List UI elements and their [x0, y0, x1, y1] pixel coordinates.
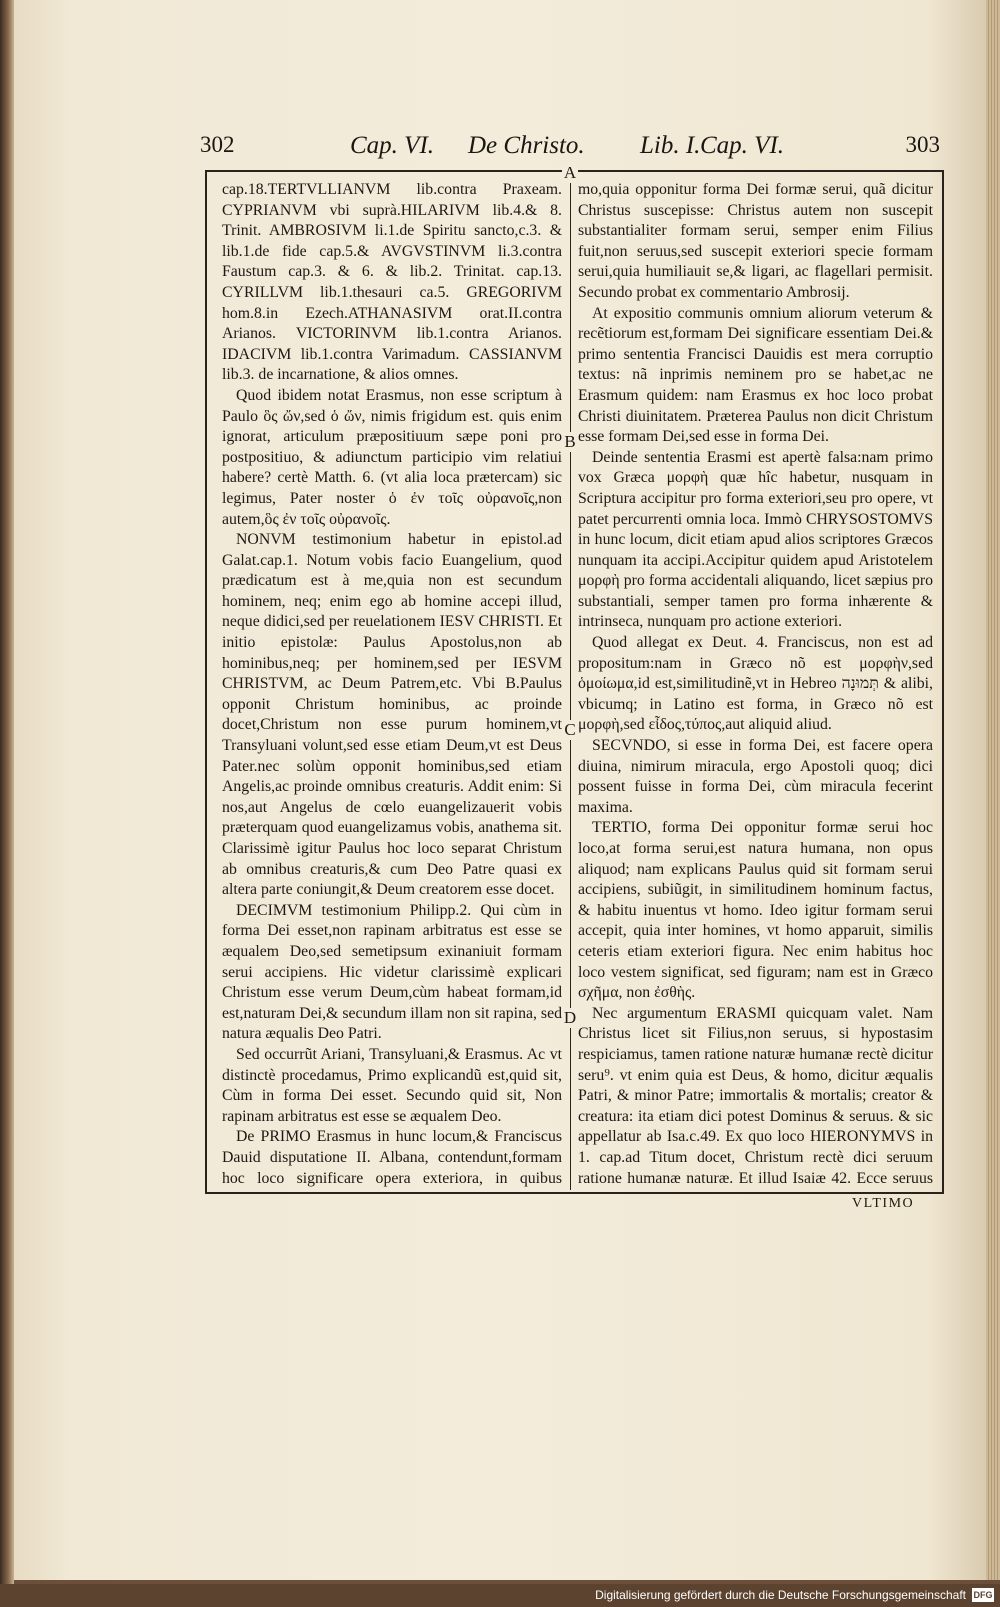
paragraph: Sed occurrũt Ariani, Transyluani,& Erasmus. Ac vt distinctè procedamus, Primo explicandũ est,quid sit, Cùm in forma Dei esset. Secundo quid sit, Non rapinam arbitratus est esse se æqualem Deo.: [222, 1045, 562, 1125]
paragraph: Quod ibidem notat Erasmus, non esse scriptum à Paulo ὃς ὤν,sed ὁ ὤν, nimis frigidum est. quis enim ignorat, articulum præpositiuum sæpe poni pro postpositiuo, & adiunctum participio vim relatiui habere? certè Matth. 6. (vt alia loca prætercam) sic legimus, Pater noster ὁ ἐν τοῖς οὐρανοῖς,non autem,ὃς ἐν τοῖς οὐρανοῖς.: [222, 386, 562, 528]
margin-letter-a: A: [563, 163, 577, 182]
page-edges: [986, 0, 1000, 1580]
running-head-title: De Christo.: [468, 132, 585, 159]
funding-credit: Digitalisierung gefördert durch die Deutsche Forschungsgemeinschaft: [595, 1588, 966, 1602]
margin-letter-d: D: [563, 1008, 577, 1027]
column-divider: [570, 170, 571, 1190]
paragraph: DECIMVM testimonium Philipp.2. Qui cùm in forma Dei esset,non rapinam arbitratus est esse se æqualem Deo,sed semetipsum exinaniuit formam serui accipiens. Hic videtur clarissimè explicari Christum esse verum Deum,cùm habeat formam,id est,naturam Dei,& secundum illam non sit rapina, sed natura æqualis Deo Patri.: [222, 901, 562, 1043]
left-column: [222, 180, 562, 1190]
paragraph: De PRIMO Erasmus in hunc locum,& Franciscus Dauid disputatione II. Albana, contendunt,formam hoc loco significare opera exteriora, in quibus: [222, 1128, 562, 1187]
footer-bar: [0, 1584, 1000, 1607]
paragraph: Deinde sententia Erasmi est apertè falsa:nam primo vox Græca μορφὴ quæ hîc habetur, nusquam in Scriptura accipitur pro forma exteriori,seu pro opere, vt patet percurrenti omnia loca. Immò CHRYSOSTOMVS in hunc locum, dicit etiam apud alios scriptores Græcos nunquam ita accipi.Accipitur quidem apud Aristotelem μορφὴ pro forma accidentali aliquando, licet sæpius pro substantiali, semper tamen pro forma inhærente & intrinseca, nunquam pro actione exteriori.: [578, 448, 933, 631]
paragraph: Nec argumentum ERASMI quicquam valet. Nam Christus licet sit Filius,non seruus, si hypostasim respiciamus, tamen ratione naturæ humanæ rectè dicitur seru⁹. vt enim quia est Deus, & homo, dicitur æqualis Patri, & minor Patre; immortalis & mortalis; creator & creatura: ita etiam dici potest Dominus & seruus. & sic appellatur ab Isa.c.49. Ex quo loco HIERONYMVS in 1. cap.ad Titum docet, Christum rectè dici seruum ratione humanæ naturæ. Et illud Isaiæ 42. Ecce seruus: [578, 1004, 933, 1187]
page-number-left: 302: [200, 132, 235, 157]
running-head-chapter-right: Cap. VI.: [700, 132, 785, 159]
right-column: [578, 180, 933, 1190]
running-header: [200, 132, 940, 166]
dfg-logo-icon: DFG: [973, 1590, 993, 1600]
running-head-chapter: Cap. VI.: [350, 132, 435, 159]
book-spine: [0, 0, 14, 1607]
paragraph: TERTIO, forma Dei opponitur formæ serui hoc loco,at forma serui,est natura humana, non opus aliquod; nam explicans Paulus quid sit formam serui accipiens, subiũgit, in similitudinem hominum factus, & habitu inuentus vt homo. Ideo igitur formam serui accepit, quia inter homines, vt homo apparuit, similis ceteris etiam exteriori figura. Nec enim habitus hoc loco vestem significat, sed figuram; nam est in Græco σχῆμα, non ἐσθὴς.: [578, 819, 933, 1002]
margin-letter-c: C: [562, 720, 578, 740]
paragraph: Quod allegat ex Deut. 4. Franciscus, non est ad propositum:nam in Græco nõ est μορφὴν,sed ὁμοίωμα,id est,similitudinẽ,vt in Hebreo תְּמוּנָה & alibi, vbicumq; in Latino est forma, in Græco nõ est μορφὴ,sed εἶδος,τύπος,aut aliquid aliud.: [578, 634, 933, 734]
paragraph: At expositio communis omnium aliorum veterum & recẽtiorum est,formam Dei significare essentiam Dei.& primo sententia Francisci Dauidis est mera corruptio textus: nã inprimis neminem pro se habet,ac ne Erasmum quidem: nam Erasmus ex hoc loco probat Christi diuinitatem. Præterea Paulus non dicit Christum esse formam Dei,sed esse in forma Dei.: [578, 304, 933, 446]
margin-letter-b: B: [562, 432, 578, 452]
paragraph: NONVM testimonium habetur in epistol.ad Galat.cap.1. Notum vobis facio Euangelium, quod prædicatum est à me,quia non est secundum hominem, neq; enim ego ab homine accepi illud, neque didici,sed per reuelationem IESV CHRISTI. Et initio epistolæ: Paulus Apostolus,non ab hominibus,neq; per hominem,sed per IESVM CHRISTVM, ac Deum Patrem,etc. Vbi B.Paulus opponit Christum hominibus, ac proinde docet,Christum non esse purum hominem,vt Transyluani volunt,sed esse etiam Deum,vt est Deus Pater.nec solùm opponit hominibus,sed etiam Angelis,ac proinde omnibus creaturis. Addit enim: Si nos,aut Angelus de cœlo euangelizauerit vobis præterquam quod euangelizamus vobis, anathema sit. Clarissimè igitur Paulus hoc loco separat Christum ab omnibus creaturis,& cum Deo Patre quasi ex altera parte coniungit,& Deum creatorem esse docet.: [222, 531, 562, 899]
paragraph: mo,quia opponitur forma Dei formæ serui, quã dicitur Christus suscepisse: Christus autem non suscepit substantialiter formam serui, semper enim Filius fuit,non seruus,sed suscepit exteriori specie formam serui,quia humiliauit se,& ligari, ac flagellari permisit. Secundo probat ex commentario Ambrosij.: [578, 181, 933, 301]
paragraph: cap.18.TERTVLLIANVM lib.contra Praxeam. CYPRIANVM vbi suprà.HILARIVM lib.4.& 8. Trinit. AMBROSIVM li.1.de Spiritu sancto,c.3. & lib.1.de fide cap.5.& AVGVSTINVM li.3.contra Faustum cap.3. & 6. & lib.2. Trinitat. cap.13. CYRILLVM lib.1.thesauri ca.5. GREGORIVM hom.8.in Ezech.ATHANASIVM orat.II.contra Arianos. VICTORINVM lib.1.contra Arianos. IDACIVM lib.1.contra Varimadum. CASSIANVM lib.3. de incarnatione, & alios omnes.: [222, 181, 562, 384]
catchword: VLTIMO: [852, 1196, 915, 1211]
page-number-right: 303: [905, 132, 940, 157]
running-head-book: Lib. I.: [640, 132, 701, 159]
paragraph: SECVNDO, si esse in forma Dei, est facere opera diuina, nimirum miracula, ergo Apostoli quoq; dici possent fuisse in forma Dei, cùm miracula fecerint maxima.: [578, 737, 933, 816]
